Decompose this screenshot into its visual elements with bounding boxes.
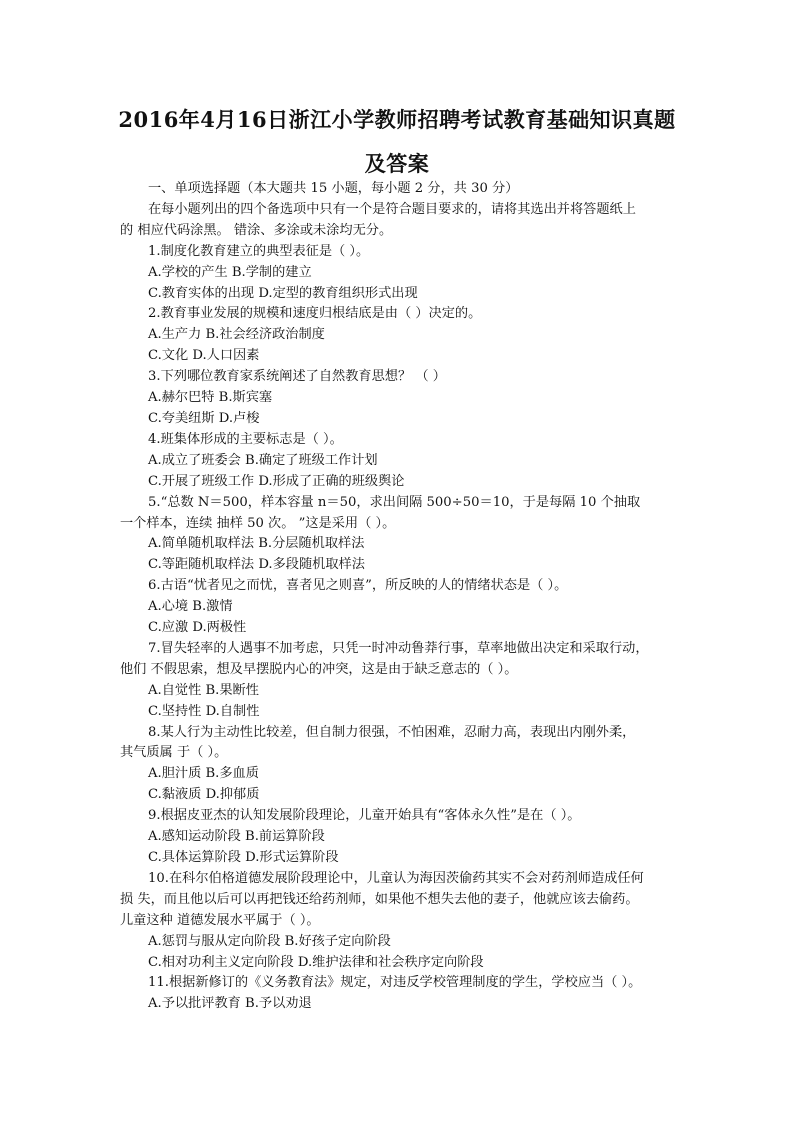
text-line: 9.根据皮亚杰的认知发展阶段理论，儿童开始具有“客体永久性”是在（ ）。 [148, 808, 581, 824]
text-line: A.成立了班委会 B.确定了班级工作计划 [148, 452, 378, 468]
text-line: 1.制度化教育建立的典型表征是（ ）。 [148, 243, 370, 259]
text-line: 一、单项选择题（本大题共 15 小题，每小题 2 分，共 30 分） [148, 181, 519, 196]
text-line: C.教育实体的出现 D.定型的教育组织形式出现 [148, 285, 418, 301]
text-line: 3.下列哪位教育家系统阐述了自然教育思想？ （ ） [148, 369, 446, 385]
text-line: A.生产力 B.社会经济政治制度 [148, 327, 325, 343]
text-line: C.坚持性 D.自制性 [148, 703, 260, 719]
text-line: A.简单随机取样法 B.分层随机取样法 [148, 536, 365, 552]
text-line: C.夸美纽斯 D.卢梭 [148, 410, 260, 426]
text-line: A.赫尔巴特 B.斯宾塞 [148, 390, 273, 406]
text-line: 10.在科尔伯格道德发展阶段理论中，儿童认为海因茨偷药其实不会对药剂师造成任何 [148, 870, 644, 886]
text-line: 11.根据新修订的《义务教育法》规定，对违反学校管理制度的学生，学校应当（ ）。 [148, 975, 642, 991]
text-line: A.自觉性 B.果断性 [148, 682, 259, 698]
text-line: C.文化 D.人口因素 [148, 348, 260, 364]
text-line: 一个样本，连续 抽样 50 次。 ”这是采用（ ）。 [120, 515, 396, 531]
text-line: 的 相应代码涂黑。 错涂、多涂或未涂均无分。 [120, 222, 393, 238]
text-line: 5.“总数 N＝500，样本容量 n＝50，求出间隔 500÷50＝10，于是每隔 10 个抽取 [148, 494, 641, 510]
document-title-line-1: 2016年4月16日浙江小学教师招聘考试教育基础知识真题 [118, 107, 676, 132]
text-line: 他们 不假思索，想及早摆脱内心的冲突，这是由于缺乏意志的（ ）。 [120, 661, 518, 677]
text-line: C.等距随机取样法 D.多段随机取样法 [148, 557, 365, 573]
text-line: 7.冒失轻率的人遇事不加考虑，只凭一时冲动鲁莽行事，草率地做出决定和采取行动， [148, 640, 649, 656]
text-line: A.心境 B.激情 [148, 599, 233, 615]
text-line: A.感知运动阶段 B.前运算阶段 [148, 829, 325, 845]
text-line: C.黏液质 D.抑郁质 [148, 787, 260, 803]
text-line: 6.古语“忧者见之而忧，喜者见之则喜”，所反映的人的情绪状态是（ ）。 [148, 578, 568, 594]
text-line: C.应激 D.两极性 [148, 620, 247, 636]
text-line: A.学校的产生 B.学制的建立 [148, 264, 312, 280]
text-line: A.胆汁质 B.多血质 [148, 766, 259, 782]
text-line: A.予以批评教育 B.予以劝退 [148, 996, 312, 1012]
text-line: C.具体运算阶段 D.形式运算阶段 [148, 850, 339, 865]
text-line: 8.某人行为主动性比较差，但自制力很强，不怕困难，忍耐力高，表现出内刚外柔， [148, 724, 636, 740]
text-line: 在每小题列出的四个备选项中只有一个是符合题目要求的，请将其选出并将答题纸上 [148, 201, 636, 217]
text-line: 损 失，而且他以后可以再把钱还给药剂师，如果他不想失去他的妻子，他就应该去偷药。 [120, 891, 639, 907]
text-line: 4.班集体形成的主要标志是（ ）。 [148, 431, 343, 447]
document-title-line-2: 及答案 [364, 151, 430, 176]
text-line: 儿童这种 道德发展水平属于（ ）。 [120, 912, 320, 928]
text-line: A.惩罚与服从定向阶段 B.好孩子定向阶段 [148, 933, 391, 949]
text-line: C.相对功利主义定向阶段 D.维护法律和社会秩序定向阶段 [148, 954, 484, 970]
text-line: C.开展了班级工作 D.形成了正确的班级舆论 [148, 473, 405, 489]
document-body [120, 179, 680, 1015]
text-line: 其气质属 于（ ）。 [120, 745, 228, 761]
text-line: 2.教育事业发展的规模和速度归根结底是由（ ）决定的。 [148, 306, 482, 322]
